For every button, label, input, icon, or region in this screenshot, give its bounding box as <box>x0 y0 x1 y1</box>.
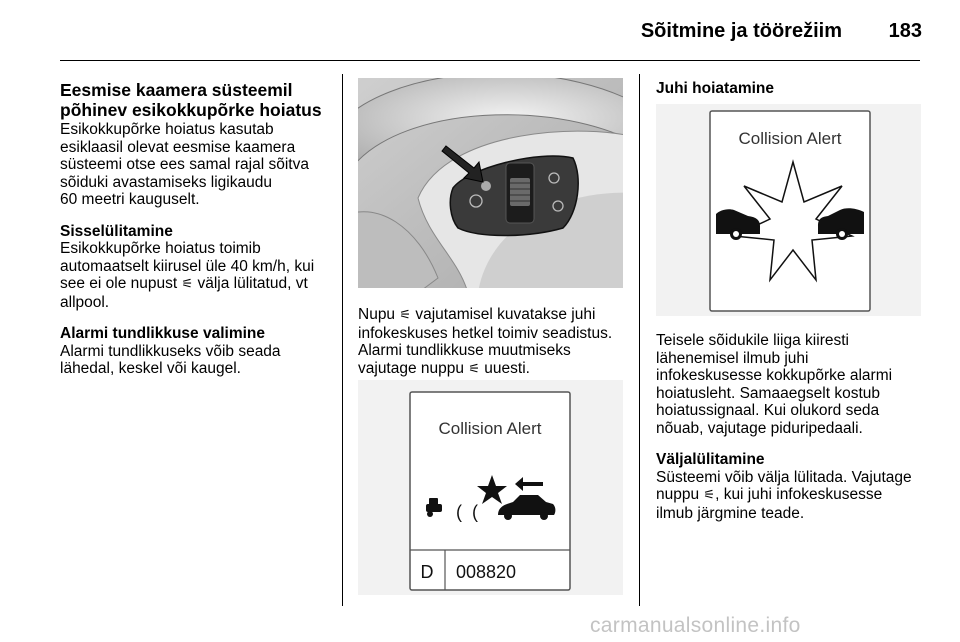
warning-paragraph <box>656 332 924 437</box>
collision-alert-display-figure <box>656 104 921 316</box>
text-line: , kui juhi infokeskusesse <box>715 486 883 503</box>
alarm-sensitivity-paragraph <box>60 343 335 378</box>
text-line: vajutage nuppu <box>358 359 469 377</box>
steering-wheel-illustration <box>358 78 623 288</box>
switch-off-paragraph <box>656 469 924 523</box>
intro-line: süsteemi otse ees samal rajal sõitva <box>60 156 309 173</box>
collision-alert-button-icon: ⚟ <box>468 361 480 377</box>
page-number: 183 <box>888 20 922 42</box>
odometer-reading: 008820 <box>456 562 517 582</box>
section-title-line-2: põhinev esikokkupõrke hoiatus <box>60 100 322 120</box>
collision-alert-button-icon: ⚟ <box>181 277 194 292</box>
text-line: ilmub järgmine teade. <box>656 504 805 522</box>
text-line: Teisele sõidukile liiga kiiresti <box>656 332 849 349</box>
watermark: carmanualsonline.info <box>590 614 801 637</box>
text-line: hoiatussignaal. Kui olukord seda <box>656 402 880 419</box>
button-description-paragraph <box>358 306 633 378</box>
text-line: allpool. <box>60 293 110 311</box>
text-line: lähenemisel ilmub juhi <box>656 349 809 367</box>
collision-alert-button-icon: ⚟ <box>399 308 412 323</box>
right-column-text <box>656 332 924 522</box>
switch-off-heading: Väljalülitamine <box>656 451 765 468</box>
text-line: lähedal, keskel või kaugel. <box>60 360 241 377</box>
column-divider-right <box>639 74 640 606</box>
middle-column-text <box>358 306 633 378</box>
display-title: Collision Alert <box>738 129 842 148</box>
header-rule <box>60 60 920 61</box>
collision-alert-display-svg <box>656 104 921 316</box>
intro-paragraph <box>60 121 335 209</box>
intro-line: esiklaasil olevat eesmise kaamera <box>60 138 296 156</box>
text-line: Nupu <box>358 306 400 323</box>
intro-line: 60 meetri kauguselt. <box>60 191 200 208</box>
alarm-sensitivity-heading: Alarmi tundlikkuse valimine <box>60 325 266 342</box>
text-line: infokeskusesse kokkupõrke alarmi <box>656 367 893 384</box>
section-title <box>60 80 335 120</box>
sensitivity-display-figure <box>358 380 623 595</box>
text-line: see ei ole nupust <box>60 275 182 292</box>
column-divider-left <box>342 74 343 606</box>
text-line: nuppu <box>656 486 704 503</box>
steering-wheel-photo <box>358 78 623 288</box>
radar-wave-icon: ( <box>456 502 462 522</box>
intro-line: Esikokkupõrke hoiatus kasutab <box>60 121 274 138</box>
spacer <box>60 209 335 223</box>
text-line: uuesti. <box>479 359 530 377</box>
text-line: nõuab, vajutage piduripedaali. <box>656 419 863 437</box>
text-line: Esikokkupõrke hoiatus toimib <box>60 240 261 257</box>
text-line: Süsteemi võib välja lülitada. Vajutage <box>656 468 912 486</box>
text-line: välja lülitatud, vt <box>193 275 308 292</box>
sensitivity-display-svg <box>358 380 623 595</box>
spacer <box>60 311 335 325</box>
text-line: Alarmi tundlikkuseks võib seada <box>60 342 281 360</box>
right-column-heading-block <box>656 80 921 98</box>
spacer <box>656 437 924 451</box>
driver-warning-heading: Juhi hoiatamine <box>656 80 774 97</box>
text-line: hoiatusleht. Samaaegselt kostub <box>656 384 881 402</box>
intro-line: sõiduki avastamiseks ligikaudu <box>60 173 272 191</box>
switch-on-heading: Sisselülitamine <box>60 222 173 240</box>
collision-alert-button-icon: ⚟ <box>703 488 716 503</box>
display-title: Collision Alert <box>438 419 542 438</box>
text-line: automaatselt kiirusel üle 40 km/h, kui <box>60 257 315 275</box>
section-title-line-1: Eesmise kaamera süsteemil <box>60 80 293 100</box>
left-column <box>60 80 335 378</box>
text-line: Alarmi tundlikkuse muutmiseks <box>358 342 571 359</box>
gear-indicator: D <box>420 562 434 582</box>
page-header-title: Sõitmine ja töörežiim <box>640 20 842 42</box>
text-line: infokeskuses hetkel toimiv seadistus. <box>358 324 613 342</box>
switch-on-paragraph <box>60 240 335 311</box>
radar-wave-icon: ( <box>472 502 478 522</box>
text-line: vajutamisel kuvatakse juhi <box>411 306 596 323</box>
